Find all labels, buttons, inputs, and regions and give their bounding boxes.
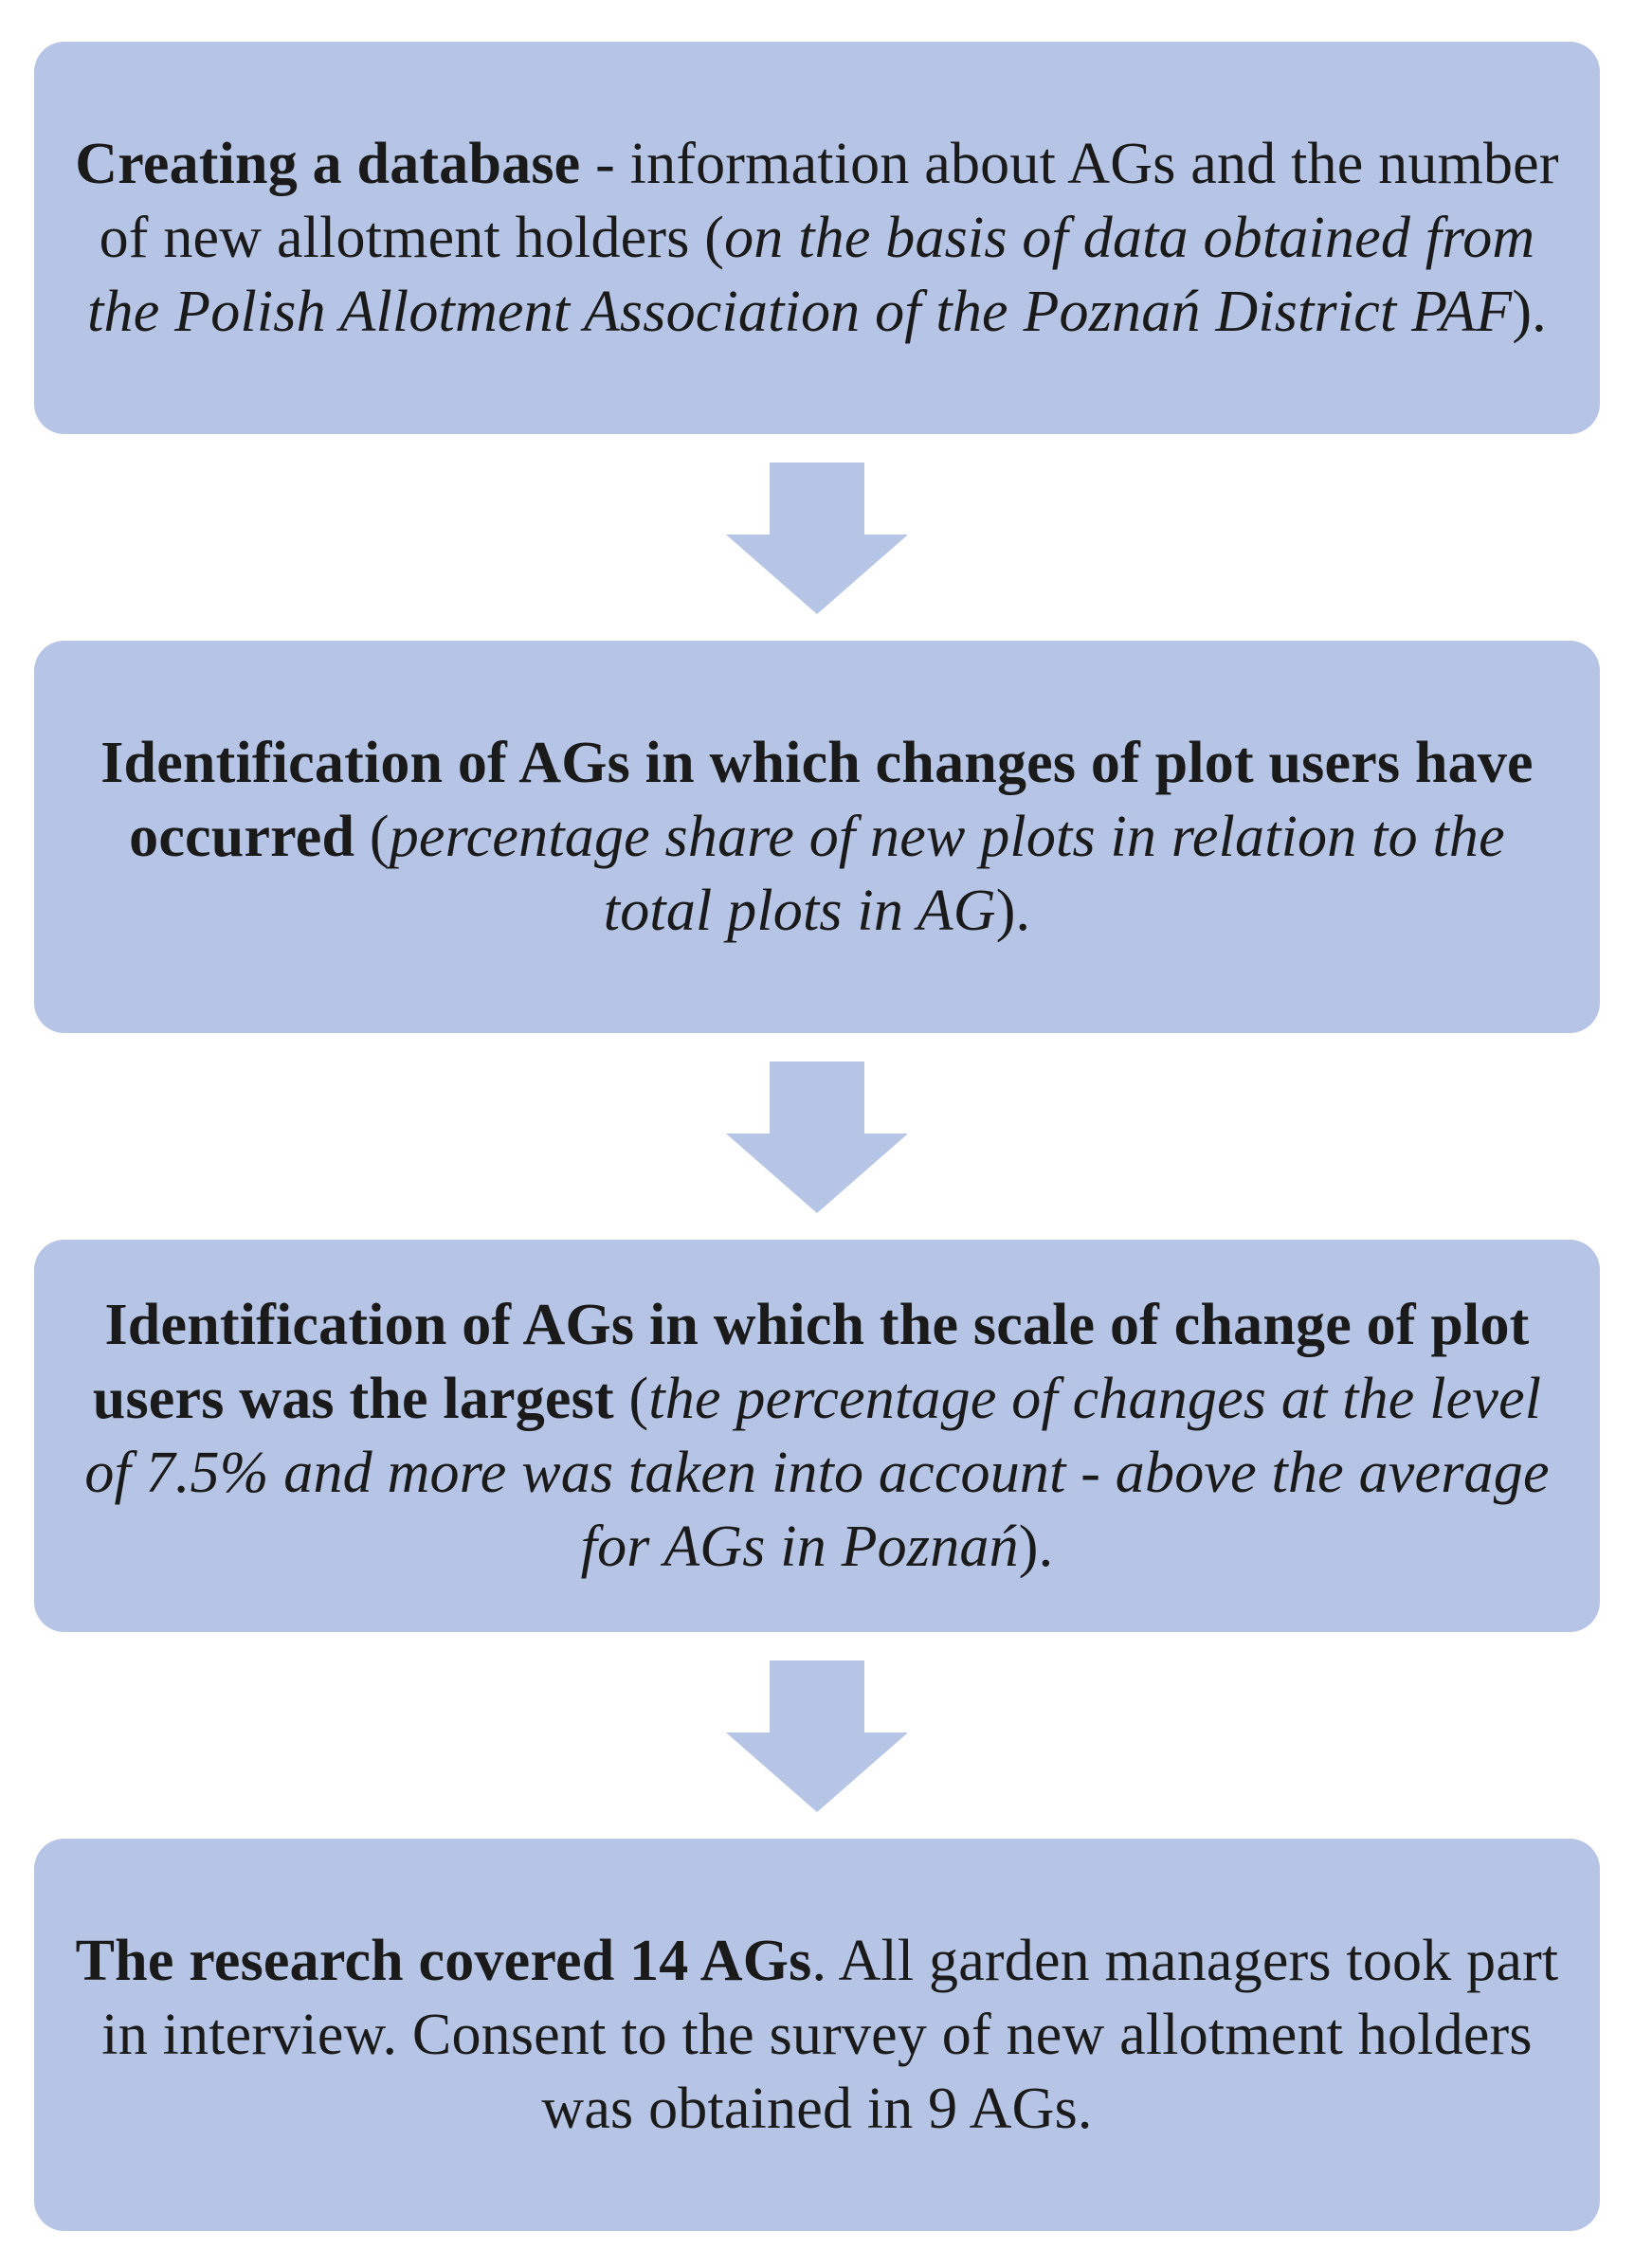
step-box-4	[34, 1839, 1600, 2231]
step-3-normal: (	[613, 1367, 649, 1431]
step-3-end: ).	[1018, 1515, 1054, 1579]
step-1-italic: on the basis of data obtained from the Polish Allotment Association of the Poznań District PAF	[87, 206, 1535, 344]
step-box-1	[34, 42, 1600, 434]
step-3-bold: Identification of AGs in which the scale of change of plot users was the largest	[92, 1293, 1530, 1431]
step-text-2	[72, 726, 1562, 948]
step-4-bold: The research covered 14 AGs	[75, 1929, 812, 1993]
step-text-3	[72, 1288, 1562, 1584]
step-box-3	[34, 1240, 1600, 1632]
step-text-1	[72, 127, 1562, 349]
step-1-normal: - information about AGs and the number of new allotment holders (	[99, 132, 1559, 270]
step-2-end: ).	[995, 879, 1031, 943]
step-4-normal: . All garden managers took part in interview. Consent to the survey of new allotment holders was obtained in 9 AGs.	[101, 1929, 1559, 2141]
step-box-2	[34, 641, 1600, 1033]
step-text-4	[72, 1924, 1562, 2146]
step-1-end: ).	[1512, 280, 1547, 344]
arrow-down-icon	[726, 463, 908, 614]
step-2-italic: percentage share of new plots in relation to the total plots in AG	[389, 805, 1505, 943]
step-2-normal: (	[354, 805, 390, 869]
arrow-down-icon	[726, 1660, 908, 1812]
step-3-italic: the percentage of changes at the level of 7.5% and more was taken into account - above the average for AGs in Poznań	[84, 1367, 1550, 1579]
step-1-bold: Creating a database	[75, 132, 581, 196]
step-2-bold: Identification of AGs in which changes of plot users have occurred	[100, 731, 1534, 869]
arrow-down-icon	[726, 1061, 908, 1213]
